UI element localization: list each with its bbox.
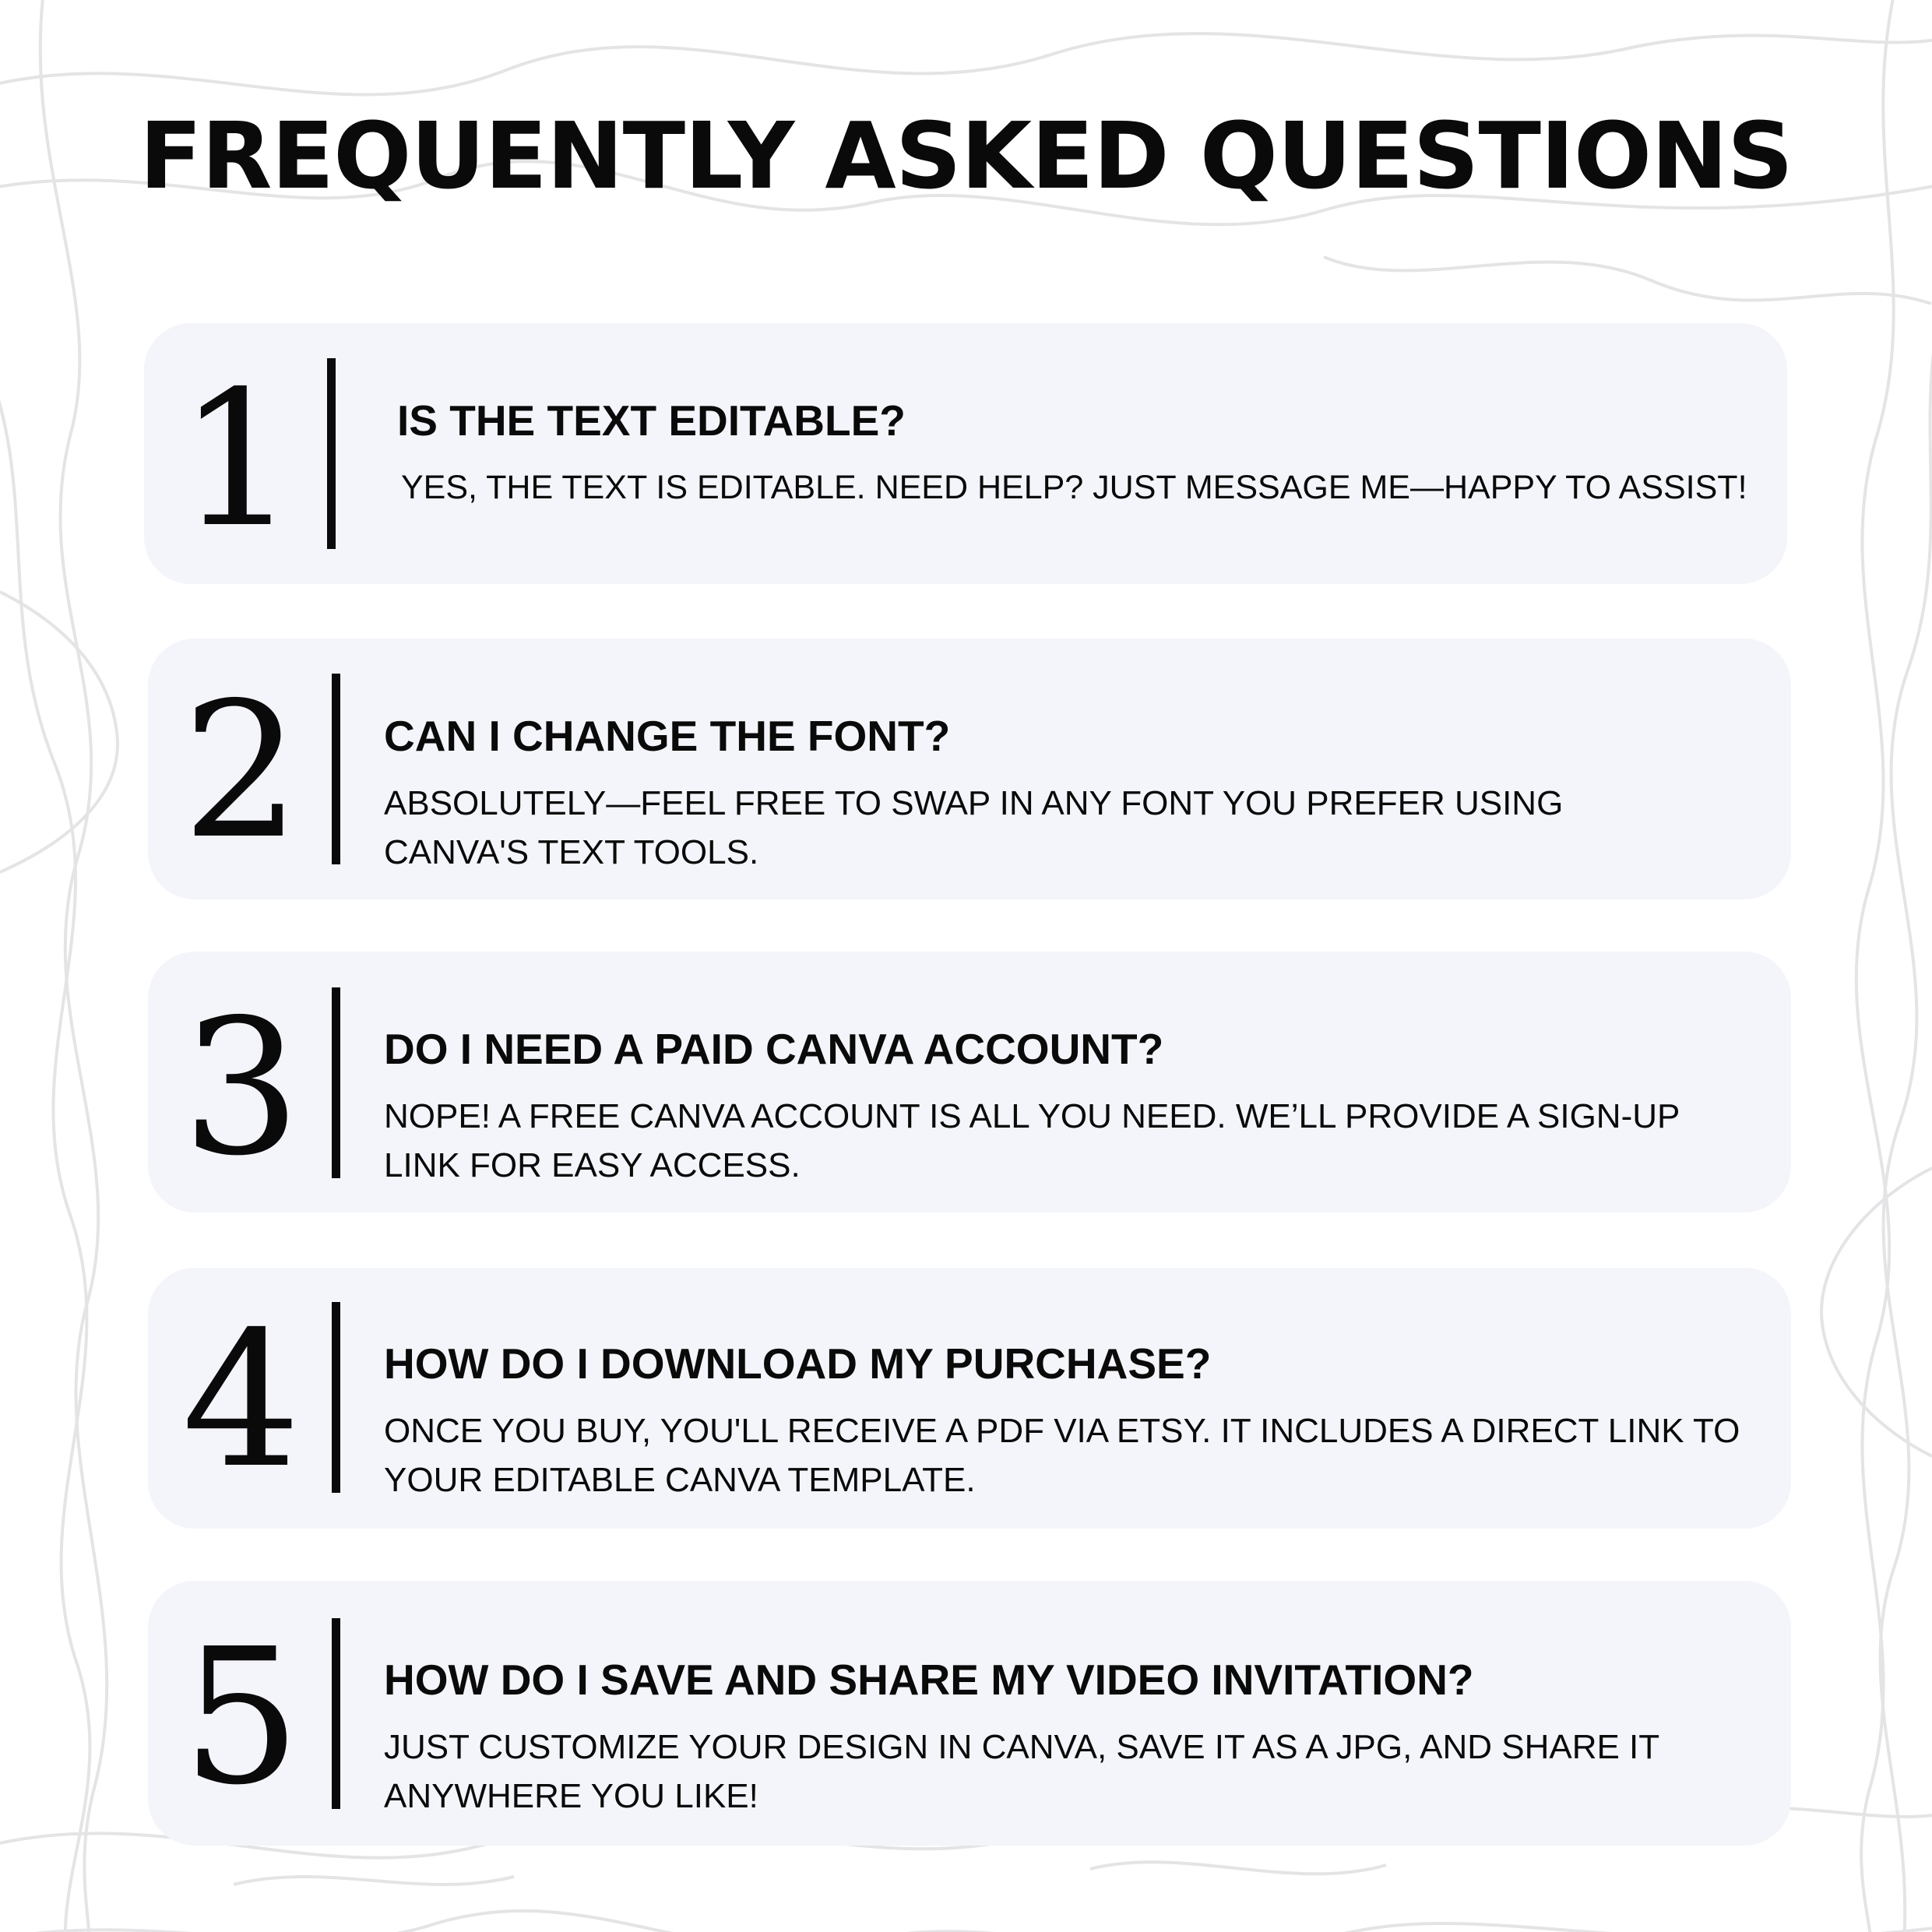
faq-item-1 — [144, 323, 1787, 584]
faq-divider — [332, 987, 340, 1178]
faq-answer: ONCE YOU BUY, YOU'LL RECEIVE A PDF VIA ETSY. IT INCLUDES A DIRECT LINK TO YOUR EDITABLE CANVA TEMPLATE. — [384, 1412, 1740, 1499]
faq-item-4 — [148, 1268, 1791, 1529]
faq-question: DO I NEED A PAID CANVA ACCOUNT? — [384, 1025, 1164, 1073]
faq-question: IS THE TEXT EDITABLE? — [397, 396, 906, 445]
faq-answer: YES, THE TEXT IS EDITABLE. NEED HELP? JUST MESSAGE ME—HAPPY TO ASSIST! — [401, 469, 1747, 506]
faq-number: 4 — [181, 1291, 301, 1509]
faq-question: HOW DO I SAVE AND SHARE MY VIDEO INVITATION? — [384, 1656, 1474, 1704]
page-title: FREQUENTLY ASKED QUESTIONS — [139, 102, 1793, 209]
faq-question: CAN I CHANGE THE FONT? — [384, 712, 951, 760]
faq-divider — [332, 674, 340, 864]
faq-divider — [332, 1302, 340, 1493]
faq-question: HOW DO I DOWNLOAD MY PURCHASE? — [384, 1339, 1212, 1388]
faq-number: 3 — [181, 979, 301, 1197]
faq-answer: JUST CUSTOMIZE YOUR DESIGN IN CANVA, SAVE IT AS A JPG, AND SHARE IT ANYWHERE YOU LIKE! — [384, 1728, 1659, 1815]
faq-number: 2 — [181, 662, 301, 880]
faq-number: 1 — [178, 350, 297, 568]
faq-divider — [327, 358, 336, 549]
faq-answer: ABSOLUTELY—FEEL FREE TO SWAP IN ANY FONT YOU PREFER USING CANVA'S TEXT TOOLS. — [384, 784, 1564, 871]
faq-item-3 — [148, 952, 1791, 1212]
faq-number: 5 — [181, 1608, 301, 1826]
faq-item-2 — [148, 639, 1791, 899]
faq-divider — [332, 1618, 340, 1809]
faq-answer: NOPE! A FREE CANVA ACCOUNT IS ALL YOU NEED. WE’LL PROVIDE A SIGN-UP LINK FOR EASY ACCESS. — [384, 1097, 1680, 1184]
faq-item-5 — [148, 1581, 1791, 1846]
